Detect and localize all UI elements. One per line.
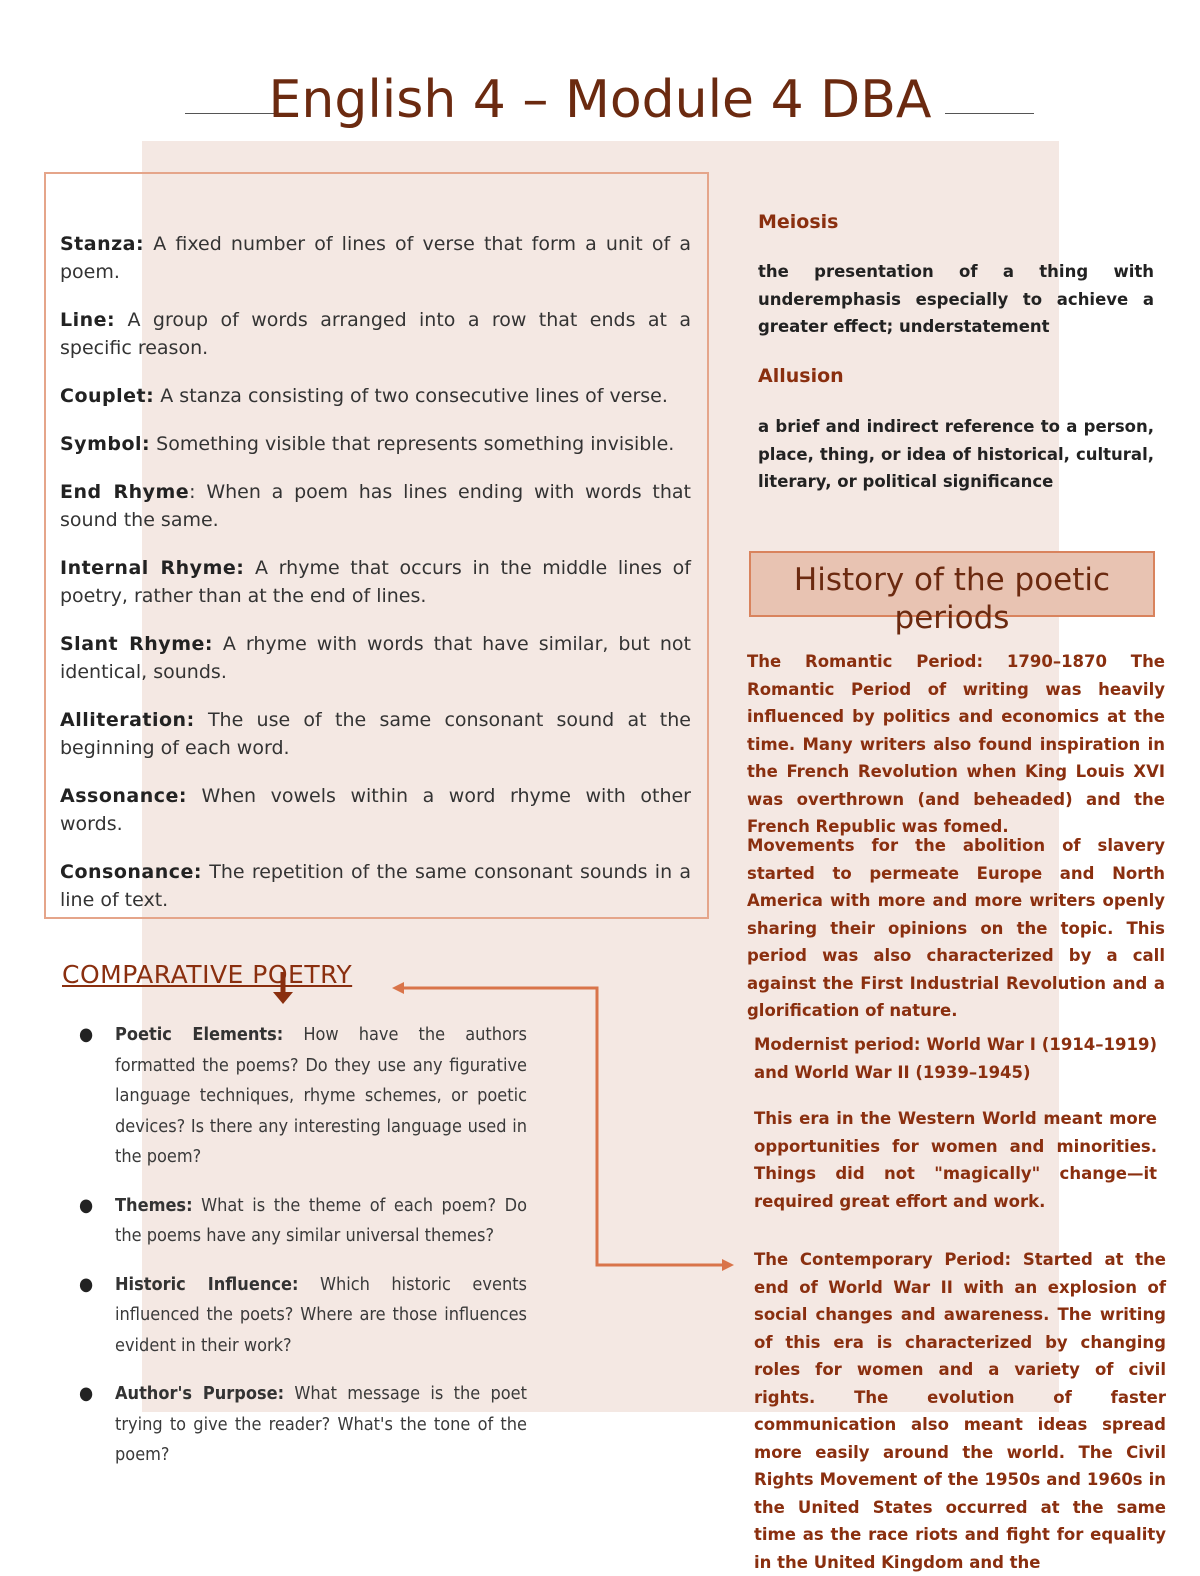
definition-item: Alliteration: The use of the same consonant sound at the beginning of each word. (60, 709, 691, 759)
definition-item: Assonance: When vowels within a word rhyme with other words. (60, 785, 691, 835)
bullet-icon: ● (79, 1194, 94, 1216)
bullet-icon: ● (79, 1024, 94, 1045)
meiosis-heading: Meiosis (758, 211, 839, 233)
list-item: ● Historic Influence: Which historic events influenced the poets? Where are those influences evident in their work? (77, 1270, 527, 1362)
bullet-icon: ● (79, 1383, 94, 1404)
definition-item: End Rhyme: When a poem has lines ending with words that sound the same. (60, 481, 691, 531)
modernist-title: Modernist period: World War I (1914–1919) and World War II (1939–1945) (754, 1035, 1157, 1082)
definition-item: Consonance: The repetition of the same consonant sounds in a line of text. (60, 861, 691, 911)
down-arrow-icon (273, 972, 293, 1004)
allusion-text: a brief and indirect reference to a person, place, thing, or idea of historical, cultural, literary, or political significance (758, 417, 1154, 491)
history-box (749, 551, 1155, 636)
history-box-title: History of the poetic periods (793, 562, 1111, 636)
allusion-heading: Allusion (758, 365, 844, 387)
page-title: English 4 – Module 4 DBA (268, 70, 932, 130)
definition-item: Internal Rhyme: A rhyme that occurs in the middle lines of poetry, rather than at the end of lines. (60, 557, 691, 607)
modernist-text: This era in the Western World meant more opportunities for women and minorities. Things did not "magically" change—it required great effort and work. (754, 1109, 1157, 1211)
definition-item: Symbol: Something visible that represents something invisible. (60, 433, 675, 455)
bullet-icon: ● (79, 1273, 94, 1295)
comparative-poetry-heading: COMPARATIVE POETRY (62, 960, 353, 989)
list-item: ● Poetic Elements: How have the authors formatted the poems? Do they use any figurative language techniques, rhyme schemes, or poetic devices? Is there any interesting language used in the poem? (77, 1020, 527, 1173)
meiosis-text: the presentation of a thing with underemphasis especially to achieve a greater effect; understatement (758, 262, 1154, 336)
romantic-period-text: The Romantic Period: 1790–1870 The Romantic Period of writing was heavily influenced by politics and economics at the time. Many writers also found inspiration in the French Revolution when King Louis XVI was overthrown (and beheaded) and the French Republic was fomed. (747, 652, 1165, 836)
list-item: ● Themes: What is the theme of each poem? Do the poems have any similar universal themes? (77, 1191, 527, 1252)
definition-item: Couplet: A stanza consisting of two consecutive lines of verse. (60, 385, 668, 407)
contemporary-period-text: The Contemporary Period: Started at the end of World War II with an explosion of social changes and awareness. The writing of this era is characterized by changing roles for women and a variety of civil rights. The evolution of faster communication also meant ideas spread more easily around the world. The Civil Rights Movement of the 1950s and 1960s in the United States occurred at the same time as the race riots and fight for equality in the United Kingdom and the (754, 1250, 1166, 1572)
definition-item: Slant Rhyme: A rhyme with words that have similar, but not identical, sounds. (60, 633, 691, 683)
connector-arrow-icon (392, 982, 734, 1271)
definition-item: Stanza: A fixed number of lines of verse that form a unit of a poem. (60, 233, 691, 283)
list-item: ● Author's Purpose: What message is the poet trying to give the reader? What's the tone of the poem? (77, 1379, 527, 1471)
definition-item: Line: A group of words arranged into a row that ends at a specific reason. (60, 309, 691, 359)
movements-text: Movements for the abolition of slavery started to permeate Europe and North America with more and more writers openly sharing their opinions on the topic. This period was also characterized by a call against the First Industrial Revolution and a glorification of nature. (747, 836, 1165, 1020)
